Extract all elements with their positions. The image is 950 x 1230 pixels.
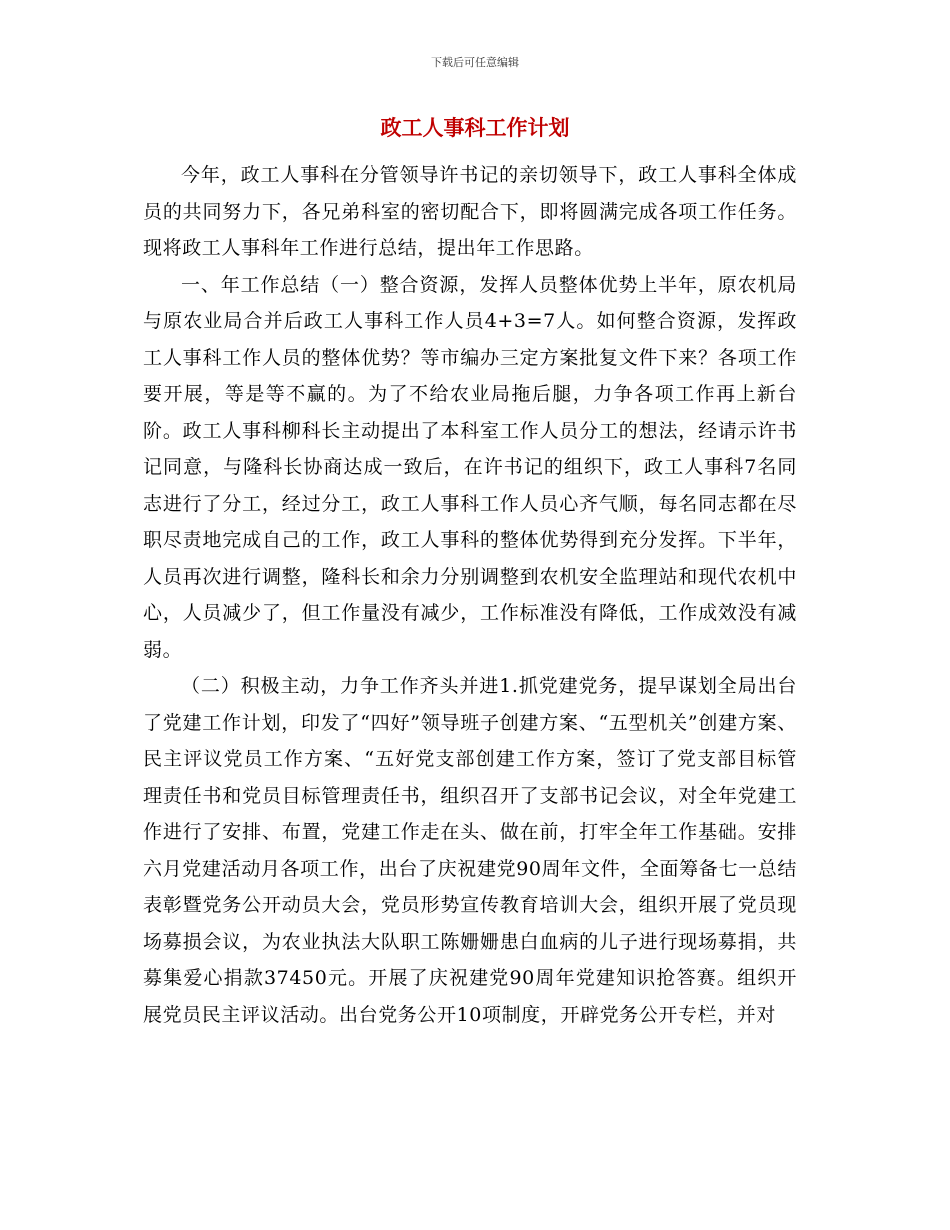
paragraph-party-work: （二）积极主动，力争工作齐头并进1.抓党建党务，提早谋划全局出台了党建工作计划，印发了“四好”领导班子创建方案、“五型机关”创建方案、民主评议党员工作方案、“五好党支部创建工作方案，签订了党支部目标管理责任书和党员目标管理责任书，组织召开了支部书记会议，对全年党建工作进行了安排、布置，党建工作走在头、做在前，打牢全年工作基础。安排六月党建活动月各项工作，出台了庆祝建党90周年文件，全面筹备七一总结表彰暨党务公开动员大会，党员形势宣传教育培训大会，组织开展了党员现场募损会议，为农业执法大队职工陈姗姗患白血病的儿子进行现场募捐，共募集爱心捐款37450元。开展了庆祝建党90周年党建知识抢答赛。组织开展党员民主评议活动。出台党务公开10项制度，开辟党务公开专栏，并对: [143, 675, 797, 1026]
paragraph-intro: 今年，政工人事科在分管领导许书记的亲切领导下，政工人事科全体成员的共同努力下，各兄弟科室的密切配合下，即将圆满完成各项工作任务。现将政工人事科年工作进行总结，提出年工作思路。: [143, 164, 797, 259]
document-title: 政工人事科工作计划: [380, 115, 570, 140]
page-header: 下载后可任意编辑: [431, 56, 519, 69]
paragraph-summary: 一、年工作总结（一）整合资源，发挥人员整体优势上半年，原农机局与原农业局合并后政工人事科工作人员4+3=7人。如何整合资源，发挥政工人事科工作人员的整体优势？等市编办三定方案批复文件下来？各项工作要开展，等是等不赢的。为了不给农业局拖后腿，力争各项工作再上新台阶。政工人事科柳科长主动提出了本科室工作人员分工的想法，经请示许书记同意，与隆科长协商达成一致后，在许书记的组织下，政工人事科7名同志进行了分工，经过分工，政工人事科工作人员心齐气顺，每名同志都在尽职尽责地完成自己的工作，政工人事科的整体优势得到充分发挥。下半年，人员再次进行调整，隆科长和余力分别调整到农机安全监理站和现代农机中心，人员减少了，但工作量没有减少，工作标准没有降低，工作成效没有减弱。: [143, 273, 797, 661]
document-body: [143, 157, 797, 1033]
